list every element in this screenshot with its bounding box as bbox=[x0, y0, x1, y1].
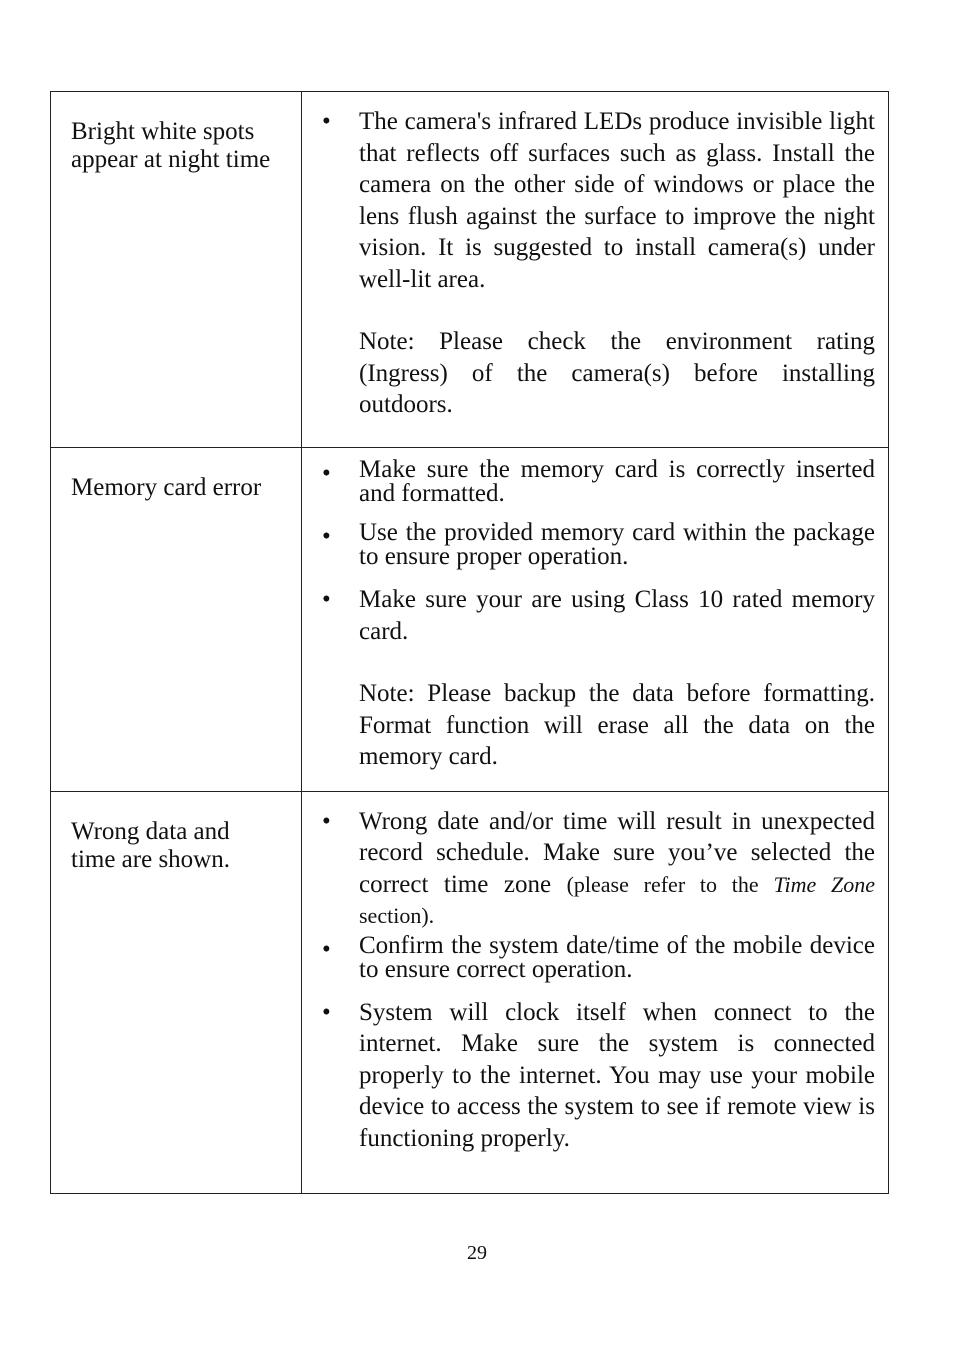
problem-text-line: Wrong data and bbox=[71, 817, 230, 845]
problem-cell bbox=[51, 448, 302, 792]
problem-cell bbox=[51, 92, 302, 448]
solution-cell bbox=[302, 92, 889, 448]
solution-cell bbox=[302, 791, 889, 1193]
table-row bbox=[51, 92, 889, 448]
bullet-icon: • bbox=[322, 586, 331, 613]
bullet-icon: • bbox=[322, 108, 331, 135]
solution-bullet bbox=[322, 806, 875, 932]
reference-section-name: Time Zone bbox=[773, 871, 876, 897]
reference-prefix: (please refer to the bbox=[566, 871, 759, 897]
bullet-icon: • bbox=[322, 935, 331, 963]
solution-text: Make sure your are using Class 10 rated memory card. bbox=[359, 586, 875, 645]
solution-bullet bbox=[322, 997, 875, 1155]
solution-bullet bbox=[322, 458, 875, 506]
solution-cell bbox=[302, 448, 889, 792]
table-row bbox=[51, 448, 889, 792]
solution-text: System will clock itself when connect to the internet. Make sure the system is connected properly to the internet. You may use your mobile device to access the system to see if remote view is functioning properly. bbox=[359, 998, 875, 1152]
troubleshooting-table bbox=[50, 91, 889, 1194]
solution-bullet bbox=[322, 521, 875, 569]
solution-text: Use the provided memory card within the package to ensure proper operation. bbox=[359, 519, 875, 570]
problem-text-line: Bright white spots bbox=[71, 118, 255, 145]
page-number: 29 bbox=[467, 1242, 487, 1264]
note-text: Note: Please check the environment rating (Ingress) of the camera(s) before installing outdoors. bbox=[359, 328, 875, 418]
solution-text: Make sure the memory card is correctly inserted and formatted. bbox=[359, 456, 875, 507]
bullet-icon: • bbox=[322, 523, 331, 550]
solution-text bbox=[359, 806, 875, 932]
solution-bullet bbox=[322, 584, 875, 647]
bullet-icon: • bbox=[322, 998, 331, 1026]
bullet-icon: • bbox=[322, 807, 331, 835]
problem-text-line: time are shown. bbox=[71, 845, 230, 873]
solution-main-text: Wrong date and/or time will result in unexpected record schedule. Make sure you’ve selected the correct time zone bbox=[359, 807, 875, 898]
note-text: Note: Please backup the data before formatting. Format function will erase all the data on the memory card. bbox=[359, 680, 875, 770]
table-row bbox=[51, 791, 889, 1193]
problem-text-line: appear at night time bbox=[71, 146, 271, 173]
reference-suffix: section). bbox=[359, 903, 435, 928]
solution-text: The camera's infrared LEDs produce invisible light that reflects off surfaces such as glass. Install the camera on the other side of windows or place the lens flush against the surface to improve the night vision. It is suggested to install camera(s) under well-lit area. bbox=[359, 108, 875, 293]
solution-bullet bbox=[322, 931, 875, 983]
solution-bullet bbox=[322, 106, 875, 295]
problem-cell bbox=[51, 791, 302, 1193]
solution-text: Confirm the system date/time of the mobile device to ensure correct operation. bbox=[359, 931, 875, 983]
problem-text-line: Memory card error bbox=[71, 474, 262, 501]
bullet-icon: • bbox=[322, 460, 331, 487]
